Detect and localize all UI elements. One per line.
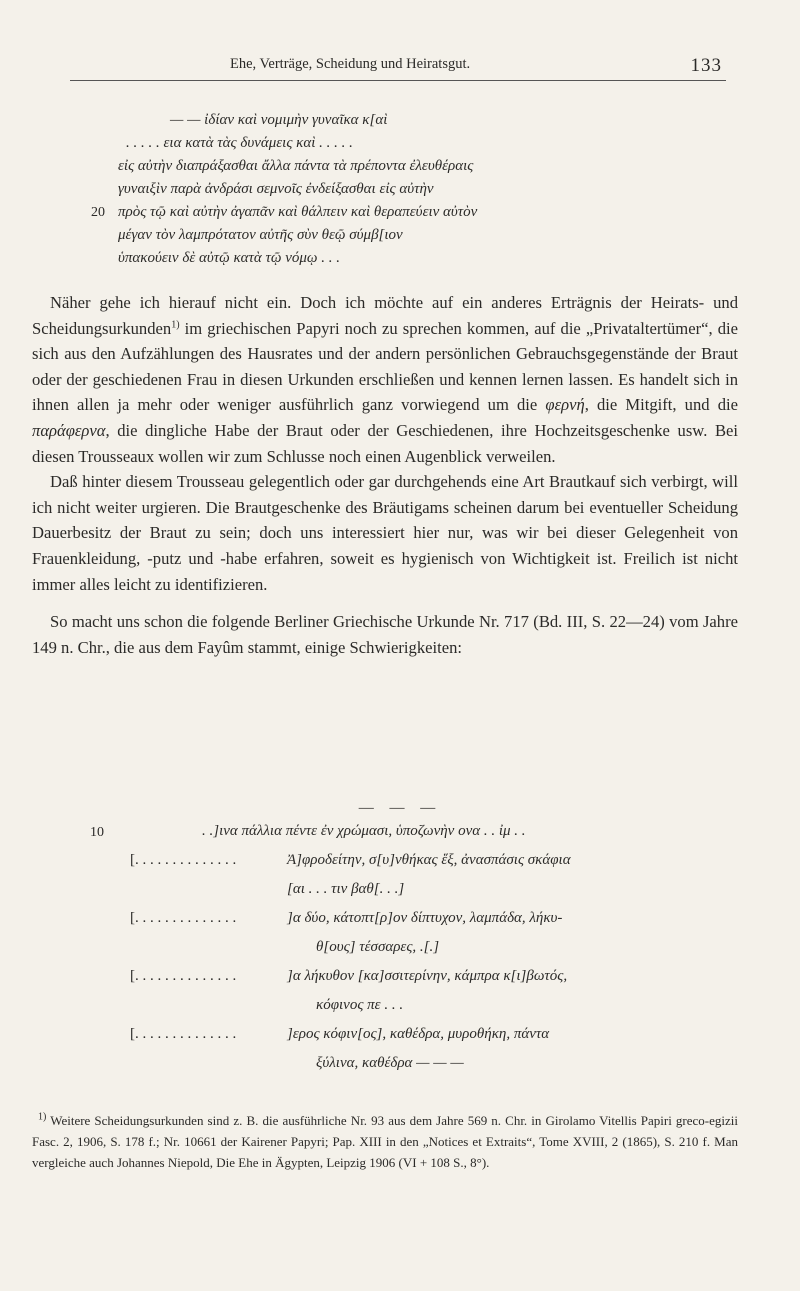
- papyrus-line: [. . . . . . . . . . . . . . Ἀ]φροδείτην, σ[υ]νθήκας ἕξ, ἀνασπάσις σκάφια: [130, 852, 571, 868]
- greek-line: — — ἰδίαν καὶ νομιμὴν γυναῖκα κ[αὶ: [170, 112, 388, 128]
- paragraph-2: Daß hinter diesem Trousseau gelegentlich oder gar durchgehends eine Art Brautkauf sich verbirgt, will ich nicht weiter urgieren. Die Brautgeschenke des Bräutigams scheinen darum bei eventueller Scheidung Dauerbesitz der Braut zu sein; doch uns interessiert hier nur, was wir bei dieser Gelegenheit von Frauenkleidung, -putz und -habe erfahren, soweit es hygienisch von Wichtigkeit ist. Freilich ist nicht immer alles leicht zu identifizieren.: [32, 472, 738, 594]
- papyrus-line: [. . . . . . . . . . . . . . ]α λήκυθον [κα]σσιτερίνην, κάμπρα κ[ι]βωτός,: [130, 968, 568, 984]
- greek-line: μέγαν τὸν λαμπρότατον αὐτῆς σὺν θεῷ σύμβ[ιον: [118, 227, 403, 243]
- greek-term: παράφερνα: [32, 420, 106, 440]
- greek-line: γυναιξὶν παρὰ ἀνδράσι σεμνοῖς ἐνδείξασθαι εἰς αὐτὴν: [118, 181, 434, 197]
- footnote: [32, 1110, 738, 1173]
- papyrus-line: θ[ους] τέσσαρες, .[.]: [316, 939, 440, 955]
- greek-term: φερνή: [545, 395, 585, 415]
- line-number: 10: [90, 825, 104, 840]
- greek-quotation: [91, 112, 718, 273]
- page-number: 133: [690, 55, 722, 76]
- body-text: [32, 290, 738, 660]
- greek-line: . . . . . εια κατὰ τὰς δυνάμεις καὶ . . . . .: [126, 135, 353, 151]
- papyrus-line: [. . . . . . . . . . . . . . ]α δύο, κάτοπτ[ρ]ον δίπτυχον, λαμπάδα, λήκυ-: [130, 910, 563, 926]
- papyrus-text: [90, 823, 710, 1084]
- section-separator: — — —: [358, 800, 442, 816]
- papyrus-line: κόφινος πε . . .: [316, 997, 404, 1013]
- footnote-text: Weitere Scheidungsurkunden sind z. B. die ausführliche Nr. 93 aus dem Jahre 569 n. Chr. in Girolamo Vitellis Papiri greco-egizii Fasc. 2, 1906, S. 178 f.; Nr. 10661 der Kairener Papyri; Pap. XIII in den „Notices et Extraits“, Tome XVIII, 2 (1865), S. 210 f. Man vergleiche auch Johannes Niepold, Die Ehe in Ägypten, Leipzig 1906 (VI + 108 S., 8°).: [32, 1113, 739, 1170]
- greek-line: ὑπακούειν δὲ αὐτῷ κατὰ τῷ νόμῳ . . .: [118, 250, 340, 266]
- papyrus-line: ξύλινα, καθέδρα — — —: [316, 1055, 464, 1071]
- greek-line: εἰς αὐτὴν διαπράξασθαι ἄλλα πάντα τὰ πρέποντα ἐλευθέραις: [118, 158, 474, 174]
- line-number: 20: [91, 205, 105, 220]
- paragraph-1: Näher gehe ich hierauf nicht ein. Doch ich möchte auf ein anderes Erträgnis der Heirats- und Scheidungsurkunden$^{1)}$ im griechischen Papyri noch zu sprechen kommen, auf die „Privataltertümer“, die sich aus den Aufzählungen des Hausrates und der andern persönlichen Gebrauchsgegenstände der Braut oder der geschiedenen Frau in diesen Urkunden erschließen und kennen lernen lassen. Es handelt sich in ihnen allen ja mehr oder weniger ausführlich ganz vorwiegend um die φερνή, die Mitgift, und die παράφερνα, die dingliche Habe der Braut oder der Geschiedenen, ihre Hochzeitsgeschenke usw. Bei diesen Trousseaux wollen wir zum Schlusse noch einen Augenblick verweilen.: [32, 293, 738, 466]
- footnote-reference: 1): [171, 319, 180, 331]
- paragraph-3: So macht uns schon die folgende Berliner Griechische Urkunde Nr. 717 (Bd. III, S. 22—24) vom Jahre 149 n. Chr., die aus dem Fayûm stammt, einige Schwierigkeiten:: [32, 612, 738, 657]
- papyrus-line: 10 . .]ινα πάλλια πέντε ἐν χρώμασι, ὑποζωνὴν ονα . . ἰμ . .: [90, 823, 526, 840]
- page-header: [70, 50, 726, 81]
- papyrus-line: [. . . . . . . . . . . . . . ]ερος κόφιν[ος], καθέδρα, μυροθήκη, πάντα: [130, 1026, 550, 1042]
- running-head: Ehe, Verträge, Scheidung und Heiratsgut.: [230, 56, 471, 72]
- greek-line: 20 πρὸς τῷ καὶ αὐτὴν ἀγαπᾶν καὶ θάλπειν καὶ θεραπεύειν αὐτὸν: [91, 204, 478, 220]
- footnote-mark: 1): [38, 1111, 47, 1123]
- papyrus-line: [αι . . . τιν βαθ[. . .]: [287, 881, 405, 897]
